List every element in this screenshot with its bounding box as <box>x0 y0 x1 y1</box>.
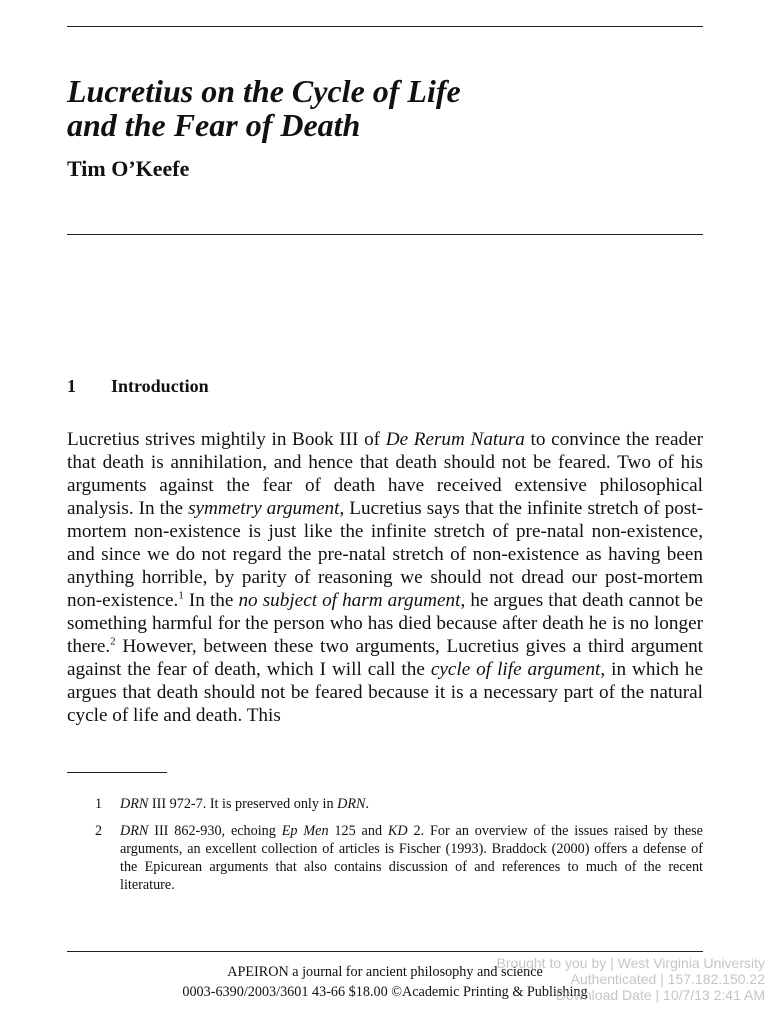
section-number: 1 <box>67 376 76 396</box>
footnote-text-run: III 972-7. It is preserved only in <box>148 796 338 812</box>
body-paragraph <box>67 428 703 727</box>
section-title: Introduction <box>111 376 209 396</box>
body-text-run: , Lucretius says that the infinite stretch of post-mortem non-existence is just like the infinite stretch of pre-natal non-existence, and since we do not regard the pre-natal stretch of non-existence as having been anything horrible, by parity of reasoning we should not dread our post-mortem non-existence. <box>67 498 703 611</box>
title-line-1: Lucretius on the Cycle of Life <box>67 73 461 109</box>
section-heading <box>67 375 209 397</box>
work-title: De Rerum Natura <box>385 429 525 450</box>
footnote-1 <box>95 795 703 813</box>
top-rule <box>67 26 703 27</box>
download-watermark <box>440 955 765 1003</box>
footnote-2 <box>95 822 703 894</box>
footnote-number: 1 <box>95 796 103 812</box>
footnote-text-run: III 862-930, echoing <box>148 823 282 839</box>
title-rule <box>67 234 703 235</box>
footnote-text-run: Ep Men <box>281 823 329 839</box>
footnote-number: 2 <box>95 823 103 839</box>
watermark-line-3: Download Date | 10/7/13 2:41 AM <box>555 987 765 1003</box>
footnote-text-run: 2. For an overview of the issues raised by these arguments, an excellent collection of articles is Fischer (1993). Braddock (2000) offers a defense of the Epicurean arguments that also contains discussion of and references to much of the recent literature. <box>120 823 703 893</box>
footnote-text-run: DRN <box>337 796 366 812</box>
author-name: Tim O’Keefe <box>67 156 190 181</box>
footnotes-list <box>95 795 703 903</box>
body-text-run: to convince the reader that death is annihilation, and hence that death should not be feared. Two of his arguments against the fear of death have received extensive philosophical analysis. In the <box>67 429 704 519</box>
body-text-run: However, between these two arguments, Lucretius gives a third argument against the fear of death, which I will call the <box>67 636 703 680</box>
footnote-text-run: DRN <box>120 796 149 812</box>
footnote-ref-1[interactable]: 1 <box>178 589 184 602</box>
watermark-line-2: Authenticated | 157.182.150.22 <box>570 971 765 987</box>
body-text-run: In the <box>183 590 239 611</box>
footnote-ref-2[interactable]: 2 <box>110 635 116 648</box>
body-text-run: Lucretius strives mightily in Book III of <box>67 429 386 450</box>
footnote-text-run: KD <box>387 823 408 839</box>
article-title <box>67 74 707 142</box>
footnote-text-run: 125 and <box>328 823 388 839</box>
body-text-run: , he argues that death cannot be something harmful for the person who has died because after death he is no longer there. <box>67 590 703 657</box>
term-symmetry-argument: symmetry argument <box>188 498 340 519</box>
term-no-subject-of-harm: no subject of harm argument <box>238 590 461 611</box>
footnote-text-run: DRN <box>120 823 149 839</box>
watermark-line-1: Brought to you by | West Virginia University <box>496 955 765 971</box>
term-cycle-of-life: cycle of life argument <box>430 659 601 680</box>
footnote-rule <box>67 772 167 773</box>
footer-rule <box>67 951 703 952</box>
footnote-text-run: . <box>365 796 370 812</box>
body-text-run: , in which he argues that death should not be feared because it is a necessary part of the natural cycle of life and death. This <box>67 659 703 726</box>
title-line-2: and the Fear of Death <box>67 107 361 143</box>
footer-journal: APEIRON a journal for ancient philosophy and science <box>227 964 543 980</box>
footer-issn: 0003-6390/2003/3601 43-66 $18.00 ©Academic Printing & Publishing <box>182 984 588 1000</box>
